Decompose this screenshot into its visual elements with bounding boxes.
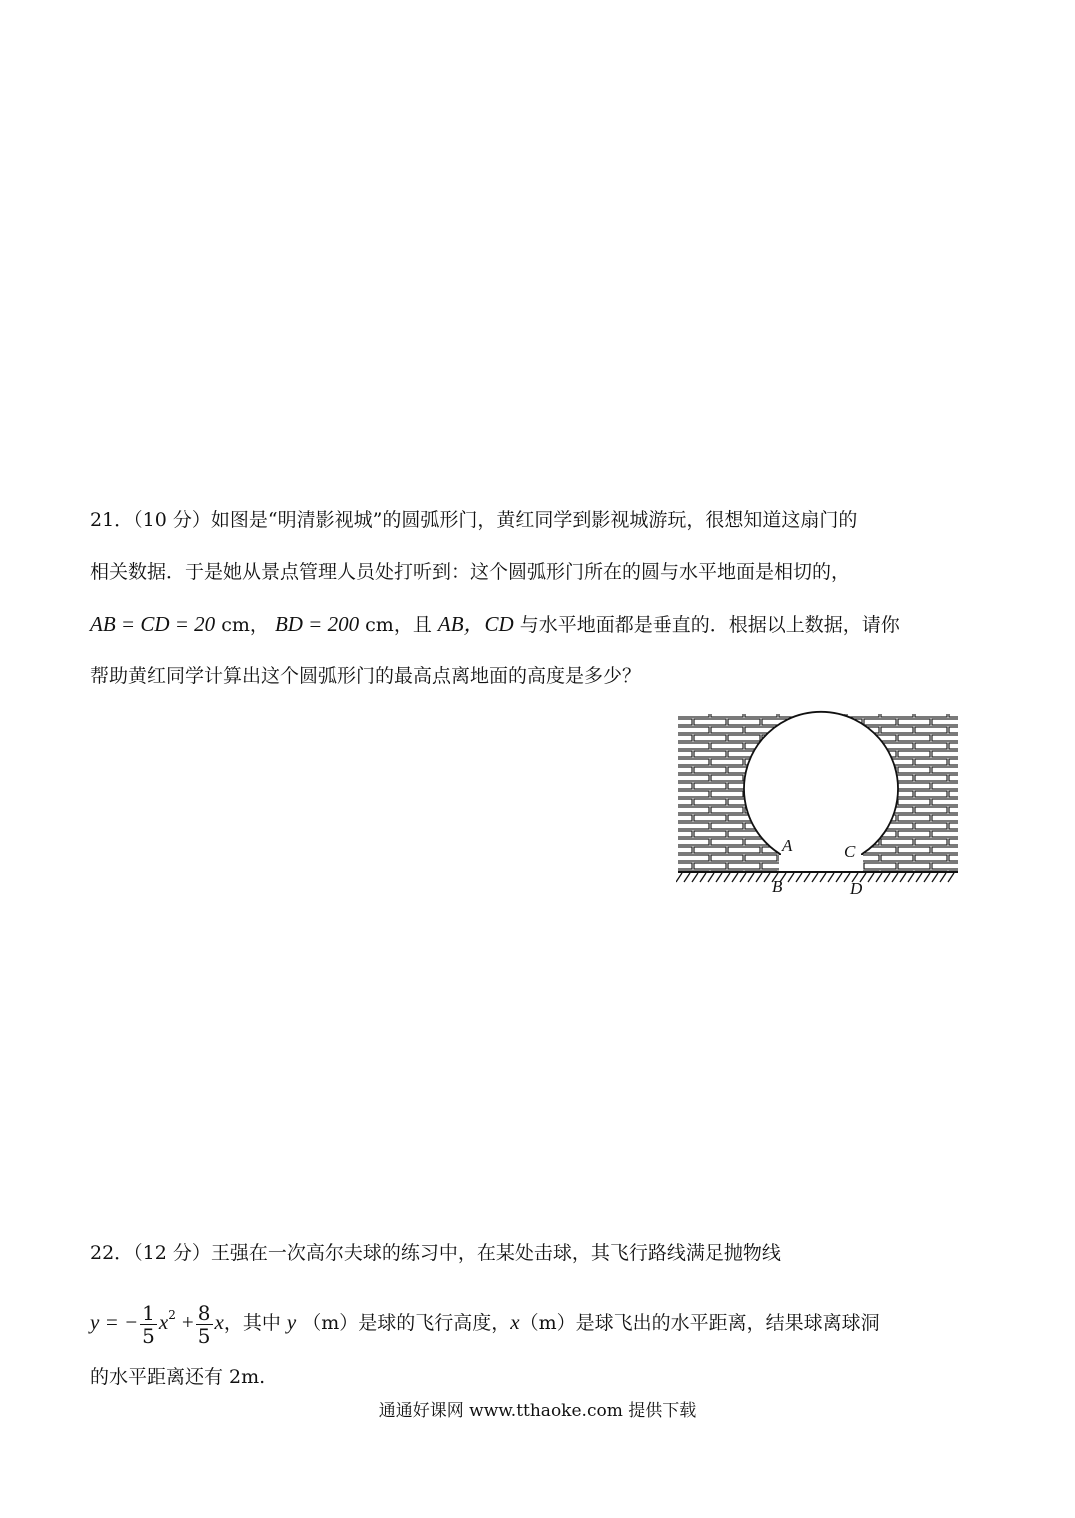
q22-eq-x: x [214, 1310, 224, 1334]
label-b: B [772, 877, 783, 896]
q22-eq-x2: x [158, 1310, 169, 1334]
q22-frac-1 [140, 1302, 157, 1347]
q21-math-ab-cd-2: AB，CD [437, 612, 514, 636]
page-footer: 通通好课网 www.tthaoke.com 提供下载 [378, 1401, 697, 1421]
label-c: C [844, 842, 856, 861]
q22-frac-2-num: 8 [197, 1300, 211, 1325]
ground-hatching [676, 873, 954, 882]
q21-line-1: 21．（10 分）如图是“明清影视城”的圆弧形门，黄红同学到影视城游玩，很想知道这扇门的 [90, 509, 858, 531]
q22-frac-1-num: 1 [142, 1300, 155, 1325]
q21-line-2: 相关数据．于是她从景点管理人员处打听到：这个圆弧形门所在的圆与水平地面是相切的， [90, 561, 851, 583]
q22-var-x: x [510, 1310, 520, 1334]
q22-line-2 [90, 1279, 990, 1351]
question-22 [90, 1227, 990, 1403]
q22-line-1: 22．（12 分）王强在一次高尔夫球的练习中，在某处击球，其飞行路线满足抛物线 [90, 1242, 781, 1264]
q22-eq-sq: 2 [168, 1308, 176, 1322]
q22-line-3: 的水平距离还有 2m. [90, 1366, 266, 1388]
q22-frac-1-den: 5 [142, 1323, 155, 1348]
arch-door-figure [676, 710, 966, 900]
q22-line-2-rest-2: （m）是球的飞行高度， [302, 1312, 511, 1334]
question-21 [90, 494, 990, 702]
q21-line-3-rest: 与水平地面都是垂直的．根据以上数据，请你 [519, 614, 900, 636]
q21-unit-2: cm，且 [365, 614, 432, 636]
q22-var-y: y [286, 1310, 297, 1334]
label-d: D [850, 879, 863, 898]
q22-line-2-rest-3: （m）是球飞出的水平距离，结果球离球洞 [519, 1312, 880, 1334]
q22-frac-2-den: 5 [197, 1323, 211, 1348]
label-a: A [782, 836, 793, 855]
q21-line-4: 帮助黄红同学计算出这个圆弧形门的最高点离地面的高度是多少？ [90, 665, 642, 687]
q21-math-bd: BD = 200 [274, 612, 360, 636]
q21-line-3 [90, 598, 990, 650]
q22-eq-plus: + [181, 1310, 194, 1334]
arch-door-diagram [676, 710, 966, 900]
q21-math-ab-cd: AB = CD = 20 [90, 612, 216, 636]
q22-eq-lhs: y = − [90, 1310, 139, 1334]
q22-frac-2 [196, 1302, 213, 1347]
q22-line-2-rest-1: ，其中 [223, 1312, 281, 1334]
q21-unit-1: cm， [221, 614, 269, 636]
